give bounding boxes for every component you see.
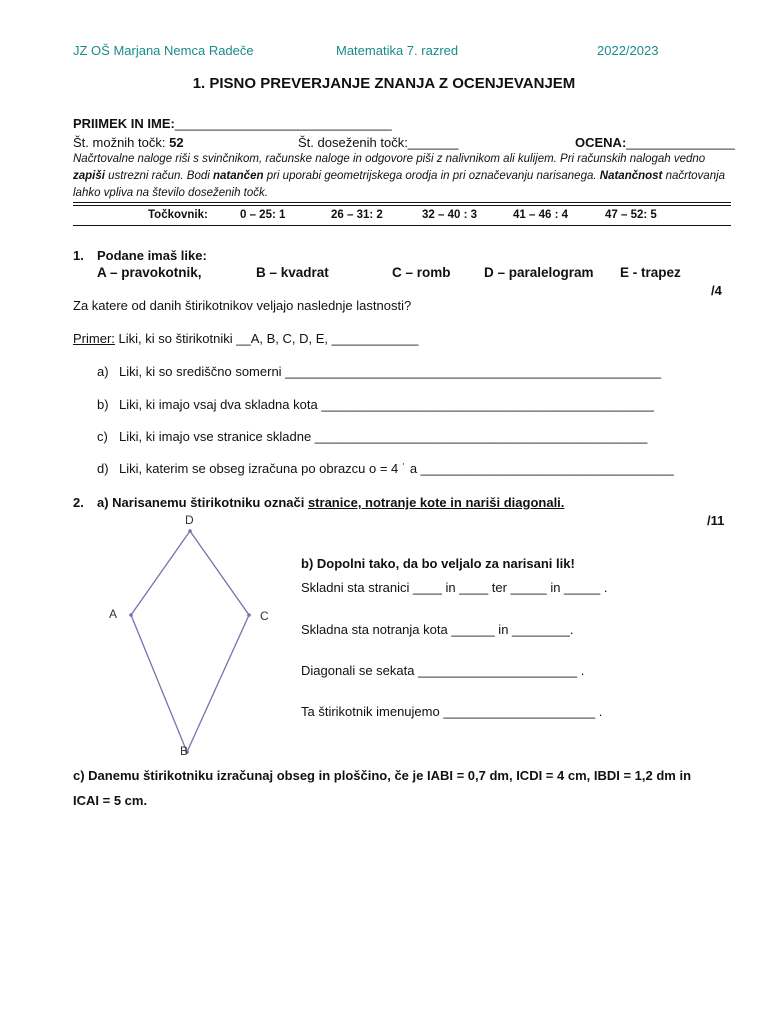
q2-part-c-line-1: c) Danemu štirikotniku izračunaj obseg in ploščino, če je IABI = 0,7 dm, ICDI = 4 cm, IBDI = 1,2 dm in	[73, 768, 692, 783]
instructions-bold-1: zapiši	[73, 170, 105, 182]
achieved-points-line[interactable]: _______	[407, 135, 459, 150]
possible-points-label: Št. možnih točk:	[73, 135, 170, 150]
vertex-label-b: B	[180, 744, 189, 758]
vertex-label-c: C	[260, 609, 269, 623]
subject-name: Matematika 7. razred	[336, 43, 459, 58]
grade-label: OCENA:	[575, 135, 627, 150]
q2-part-a-underlined: stranice, notranje kote in nariši diagonali.	[307, 495, 565, 510]
q1-example-text: Liki, ki so štirikotniki __A, B, C, D, E, ____________	[114, 331, 419, 346]
q2-points: /11	[707, 513, 725, 528]
points-range-2: 26 – 31: 2	[331, 209, 383, 221]
points-range-1: 0 – 25: 1	[240, 209, 286, 221]
q1-item-b-text[interactable]: Liki, ki imajo vsaj dva skladna kota ______________________________________________	[119, 397, 654, 412]
possible-points	[73, 135, 184, 150]
q2-part-b-line-2[interactable]: Skladna sta notranja kota ______ in ________.	[301, 622, 574, 637]
q2-part-b-line-3[interactable]: Diagonali se sekata ______________________ .	[301, 663, 585, 678]
points-range-3: 32 – 40 : 3	[422, 209, 477, 221]
q2-part-a	[97, 495, 564, 510]
instructions-bold-2: natančen	[213, 170, 264, 182]
scale-top-rule-2	[73, 205, 731, 206]
school-name: JZ OŠ Marjana Nemca Radeče	[73, 43, 254, 58]
q1-item-c-text[interactable]: Liki, ki imajo vse stranice skladne ______________________________________________	[119, 429, 648, 444]
achieved-points-label: Št. doseženih točk:	[298, 135, 408, 150]
points-scale-label: Točkovnik:	[148, 209, 208, 221]
q1-example	[73, 331, 418, 346]
vertex-label-d: D	[185, 513, 194, 527]
vertex-label-a: A	[109, 607, 118, 621]
q1-option-e: E - trapez	[620, 265, 681, 280]
q2-part-c-line-2: ICAI = 5 cm.	[73, 793, 148, 808]
school-year: 2022/2023	[597, 43, 659, 58]
q1-option-b: B – kvadrat	[256, 265, 329, 280]
q1-item-a-text[interactable]: Liki, ki so središčno somerni ____________________________________________________	[119, 364, 662, 379]
q2-number: 2.	[73, 495, 84, 510]
vertex-d-dot	[188, 529, 192, 533]
vertex-c-dot	[247, 613, 251, 617]
q2-part-b-heading: b) Dopolni tako, da bo veljalo za narisani lik!	[301, 556, 575, 571]
instructions	[73, 151, 738, 202]
q1-option-c: C – romb	[392, 265, 451, 280]
q1-item-b-letter: b)	[97, 397, 109, 412]
q1-option-a: A – pravokotnik,	[97, 265, 202, 280]
q2-part-b-line-1[interactable]: Skladni sta stranici ____ in ____ ter _____ in _____ .	[301, 580, 608, 595]
q1-number: 1.	[73, 248, 84, 263]
q1-item-d-letter: d)	[97, 461, 109, 476]
grade-line[interactable]: _______________	[626, 135, 735, 150]
kite-outline[interactable]	[131, 531, 249, 752]
grade	[575, 135, 735, 150]
q1-item-c-letter: c)	[97, 429, 108, 444]
instructions-bold-3: Natančnost	[599, 170, 663, 182]
q1-option-d: D – paralelogram	[484, 265, 594, 280]
scale-bottom-rule	[73, 225, 731, 226]
q1-item-d-text[interactable]: Liki, katerim se obseg izračuna po obrazcu o = 4 ˙ a ___________________________________	[119, 461, 674, 476]
possible-points-value: 52	[169, 135, 184, 150]
scale-top-rule	[73, 202, 731, 203]
q2-part-a-prefix: a) Narisanemu štirikotniku označi	[97, 495, 308, 510]
points-range-4: 41 – 46 : 4	[513, 209, 568, 221]
q1-points: /4	[711, 283, 722, 298]
instructions-text-4: načrtovanja lahko vpliva na število doseženih točk.	[73, 170, 726, 199]
name-label: PRIIMEK IN IME:	[73, 116, 175, 131]
name-row	[73, 116, 392, 131]
kite-figure[interactable]	[100, 510, 290, 760]
q2-part-b-line-4[interactable]: Ta štirikotnik imenujemo _____________________ .	[301, 704, 603, 719]
q1-item-a-letter: a)	[97, 364, 109, 379]
instructions-text-2: ustrezni račun. Bodi	[104, 170, 213, 182]
q1-question: Za katere od danih štirikotnikov veljajo naslednje lastnosti?	[73, 298, 412, 313]
instructions-text-1: Načrtovalne naloge riši s svinčnikom, računske naloge in odgovore piši z nalivnikom ali kulijem. Pri računskih nalogah vedno	[73, 153, 706, 165]
name-line[interactable]: ______________________________	[174, 116, 392, 131]
points-range-5: 47 – 52: 5	[605, 209, 657, 221]
q1-heading: Podane imaš like:	[97, 248, 207, 263]
instructions-text-3: pri uporabi geometrijskega orodja in pri označevanju narisanega.	[263, 170, 600, 182]
page-title: 1. PISNO PREVERJANJE ZNANJA Z OCENJEVANJEM	[192, 75, 576, 92]
achieved-points	[298, 135, 458, 150]
q1-example-label: Primer:	[73, 331, 115, 346]
vertex-a-dot	[129, 613, 133, 617]
